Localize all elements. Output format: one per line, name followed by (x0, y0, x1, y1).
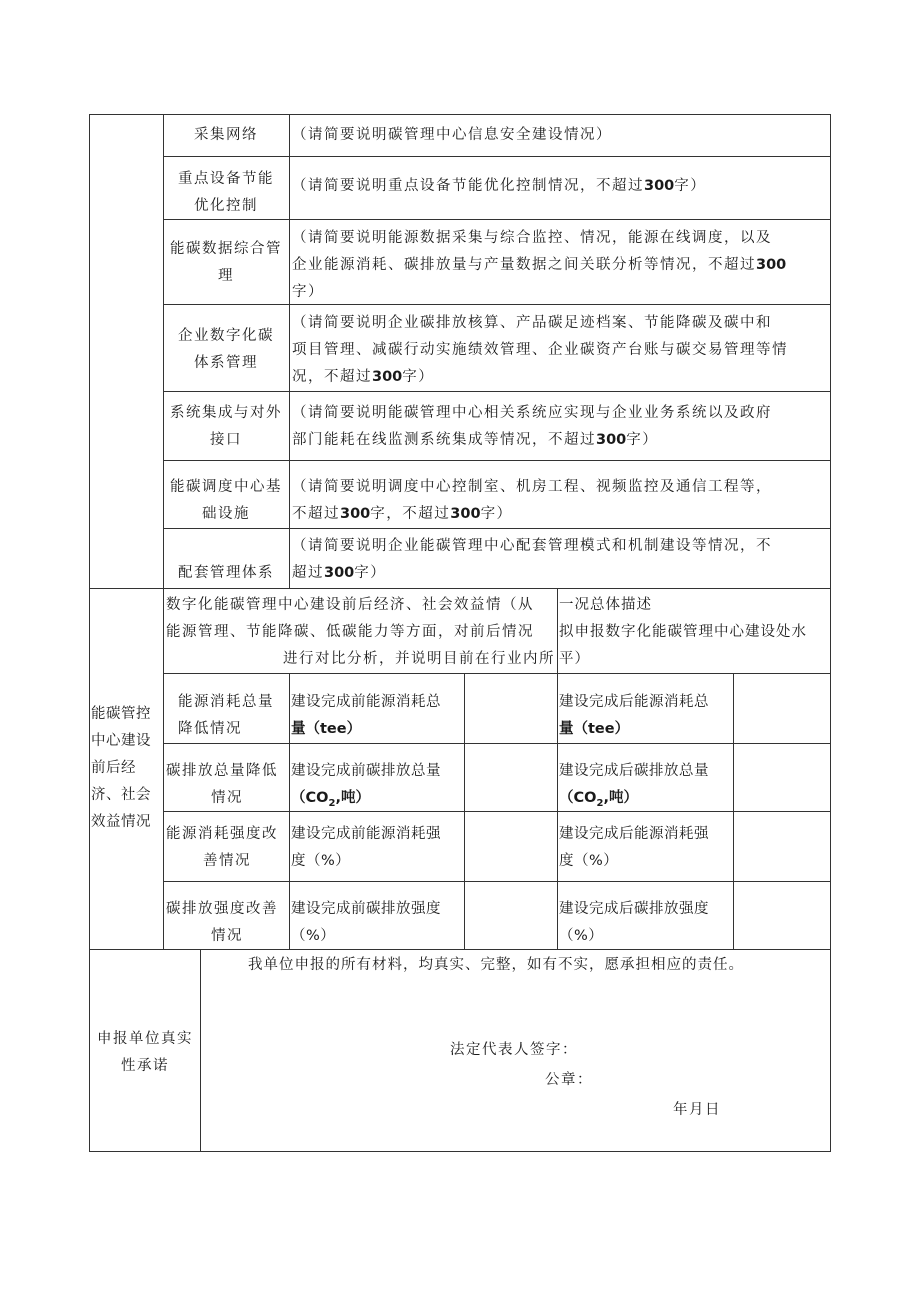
benefit-item-name: 能源消耗强度改 善情况 (166, 826, 278, 869)
after-value-field[interactable] (734, 812, 829, 881)
after-value-field[interactable] (734, 744, 829, 811)
row-label: 能碳调度中心基 础设施 (170, 479, 282, 522)
row-label: 重点设备节能 优化控制 (178, 171, 274, 214)
after-value-label: 建设完成后碳排放强度 （%） (559, 901, 709, 944)
row-label: 采集网络 (194, 127, 258, 143)
before-value-field[interactable] (465, 812, 556, 881)
pledge-statement: 我单位申报的所有材料，均真实、完整，如有不实，愿承担相应的责任。 (248, 957, 744, 973)
after-value-field[interactable] (734, 674, 829, 743)
column-divider (200, 949, 201, 1152)
table-border-left (89, 114, 90, 1152)
date-label: 年月日 (673, 1102, 721, 1118)
benefit-item-name: 碳排放强度改善 情况 (166, 901, 278, 944)
row-description: （请简要说明重点设备节能优化控制情况，不超过300字） (292, 178, 707, 194)
column-divider (557, 673, 558, 950)
row-label: 企业数字化碳 体系管理 (178, 328, 274, 371)
after-value-label: 建设完成后能源消耗强 度（%） (559, 826, 709, 869)
benefit-item-name: 能源消耗总量 降低情况 (178, 694, 274, 737)
row-divider (163, 460, 831, 461)
before-value-field[interactable] (465, 882, 556, 949)
column-divider (289, 114, 290, 589)
column-divider (557, 588, 558, 674)
row-description: （请简要说明能源数据采集与综合监控、情况，能源在线调度，以及 企业能源消耗、碳排放量与产量数据之间关联分析等情况，不超过300 字） (292, 230, 787, 300)
row-divider (89, 588, 831, 589)
column-divider (289, 673, 290, 950)
benefit-item-name: 碳排放总量降低 情况 (166, 763, 278, 806)
row-description: （请简要说明企业碳排放核算、产品碳足迹档案、节能降碳及碳中和 项目管理、减碳行动实施绩效管理、企业碳资产台账与碳交易管理等情 况，不超过300字） (292, 315, 788, 385)
row-label: 配套管理体系 (178, 565, 274, 581)
official-seal-label: 公章： (545, 1072, 593, 1088)
row-description: （请简要说明调度中心控制室、机房工程、视频监控及通信工程等， 不超过300字，不超过300字） (292, 479, 772, 522)
row-divider (163, 391, 831, 392)
before-value-field[interactable] (465, 674, 556, 743)
after-value-label: 建设完成后能源消耗总 量（tee） (559, 694, 709, 737)
row-divider (163, 156, 831, 157)
pledge-label: 申报单位真实 性承诺 (97, 1031, 193, 1074)
benefit-side-label: 能碳管控 中心建设 前后经 济、社会 效益情况 (91, 706, 151, 830)
table-border-right (830, 114, 831, 1152)
before-value-label: 建设完成前能源消耗总 量（tee） (291, 694, 441, 737)
legal-representative-signature-label: 法定代表人签字： (450, 1042, 578, 1058)
row-description: （请简要说明能碳管理中心相关系统应实现与企业业务系统以及政府 部门能耗在线监测系统集成等情况，不超过300字） (292, 405, 772, 448)
row-label: 能碳数据综合管 理 (170, 241, 282, 284)
after-value-field[interactable] (734, 882, 829, 949)
before-value-field[interactable] (465, 744, 556, 811)
before-value-label: 建设完成前碳排放总量 （$CO_2$,吨） (291, 763, 441, 809)
row-divider (163, 528, 831, 529)
table-border-top (89, 114, 831, 115)
before-value-label: 建设完成前碳排放强度 （%） (291, 901, 441, 944)
row-description: （请简要说明碳管理中心信息安全建设情况） (292, 127, 612, 143)
benefit-header-left: 数字化能碳管理中心建设前后经济、社会效益情（从 能源管理、节能降碳、低碳能力等方面，对前后情况 进行对比分析，并说明目前在行业内所 (166, 597, 555, 667)
benefit-header-right: 一况总体描述 拟申报数字化能碳管理中心建设处水 平） (559, 597, 807, 667)
row-label: 系统集成与对外 接口 (170, 405, 282, 448)
before-value-label: 建设完成前能源消耗强 度（%） (291, 826, 441, 869)
row-description: （请简要说明企业能碳管理中心配套管理模式和机制建设等情况，不 超过300字） (292, 538, 772, 581)
after-value-label: 建设完成后碳排放总量 （$CO_2$,吨） (559, 763, 709, 809)
